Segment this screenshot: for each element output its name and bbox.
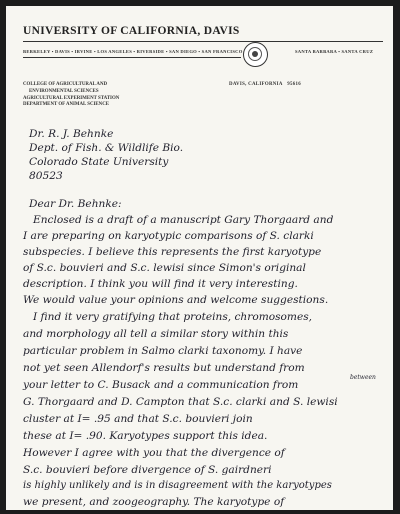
body-line: we present, and zoogeography. The karyotype of: [23, 496, 285, 508]
department-line: DEPARTMENT OF ANIMAL SCIENCE: [23, 102, 110, 108]
inserted-word: between: [350, 374, 376, 381]
body-line: and morphology all tell a similar story within this: [23, 328, 289, 340]
department-line: AGRICULTURAL EXPERIMENT STATION: [23, 95, 120, 101]
body-line: your letter to C. Busack and a communication from: [23, 379, 299, 391]
salutation: Dear Dr. Behnke:: [29, 198, 122, 210]
body-line: these at I= .90. Karyotypes support this idea.: [23, 430, 268, 442]
recipient-line: Dr. R. J. Behnke: [29, 128, 114, 140]
department-line: ENVIRONMENTAL SCIENCES: [29, 88, 99, 94]
campus-list-right: SANTA BARBARA • SANTA CRUZ: [295, 49, 374, 54]
body-line: G. Thorgaard and D. Campton that S.c. clarki and S. lewisi: [23, 396, 338, 408]
body-line: particular problem in Salmo clarki taxonomy. I have: [23, 345, 303, 357]
body-line: We would value your opinions and welcome suggestions.: [23, 294, 329, 306]
department-line: COLLEGE OF AGRICULTURAL AND: [23, 82, 108, 87]
university-seal-icon: [243, 42, 268, 67]
body-line: I are preparing on karyotypic comparisons of S. clarki: [23, 230, 314, 242]
campus-list-left: BERKELEY • DAVIS • IRVINE • LOS ANGELES • RIVERSIDE • SAN DIEGO • SAN FRANCISCO: [23, 49, 243, 54]
body-line: is highly unlikely and is in disagreement with the karyotypes: [23, 480, 332, 491]
body-line: I find it very gratifying that proteins, chromosomes,: [33, 311, 313, 323]
location-text: DAVIS, CALIFORNIA: [229, 82, 283, 87]
letterhead-address: [229, 82, 301, 87]
university-name: UNIVERSITY OF CALIFORNIA, DAVIS: [23, 25, 240, 37]
recipient-line: 80523: [29, 170, 63, 182]
letter-page: [6, 6, 393, 510]
body-line: not yet seen Allendorf's results but understand from: [23, 362, 305, 374]
recipient-line: Dept. of Fish. & Wildlife Bio.: [29, 142, 184, 154]
body-line: subspecies. I believe this represents the first karyotype: [23, 246, 322, 258]
body-line: description. I think you will find it very interesting.: [23, 278, 298, 290]
letterhead-rule-top: [23, 41, 383, 42]
department-block: [23, 82, 119, 109]
letterhead-rule-bottom: [23, 57, 241, 58]
body-line: S.c. bouvieri before divergence of S. gairdneri: [23, 464, 272, 476]
zip-text: 95616: [287, 82, 301, 87]
recipient-line: Colorado State University: [29, 156, 169, 168]
body-line: Enclosed is a draft of a manuscript Gary Thorgaard and: [33, 214, 334, 226]
body-line: However I agree with you that the divergence of: [23, 447, 285, 459]
body-line: cluster at I= .95 and that S.c. bouvieri join: [23, 413, 253, 425]
body-line: of S.c. bouvieri and S.c. lewisi since Simon's original: [23, 262, 306, 274]
